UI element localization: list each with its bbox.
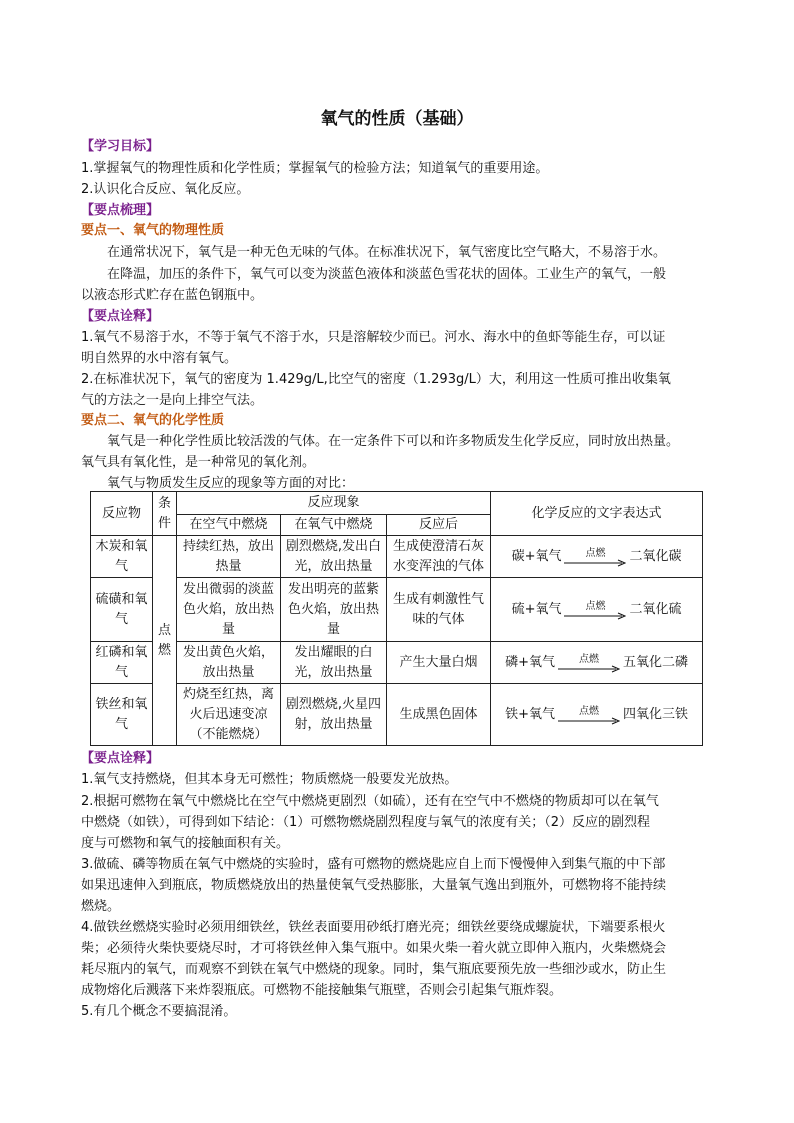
reaction-table <box>90 491 703 746</box>
in-air-cell: 发出黄色火焰，放出热量 <box>177 642 281 684</box>
note2-line: 3.做硫、磷等物质在氧气中燃烧的实验时，盛有可燃物的燃烧匙应自上而下慢慢伸入到集气瓶的中下部 <box>81 857 666 872</box>
in-air-cell: 持续红热，放出热量 <box>177 536 281 578</box>
equation-cell <box>491 642 703 684</box>
page-title: 氧气的性质（基础） <box>320 109 474 129</box>
note2-line: 中燃烧（如铁），可得到如下结论：（1）可燃物燃烧剧烈程度与氧气的浓度有关；（2）反应的剧烈程 <box>81 815 651 830</box>
header-in-air: 在空气中燃烧 <box>177 515 281 536</box>
equation-left: 碳+氧气 <box>511 548 562 564</box>
equation-cell <box>491 536 703 578</box>
in-air-cell: 灼烧至红热，离火后迅速变凉（不能燃烧） <box>177 684 281 746</box>
point1-paragraph-2b: 以液态形式贮存在蓝色钢瓶中。 <box>81 288 264 303</box>
equation-cell <box>491 578 703 642</box>
in-oxygen-cell: 剧烈燃烧,发出白光，放出热量 <box>281 536 387 578</box>
table-row <box>91 536 703 578</box>
note2-line: 柴；必须待火柴快要烧尽时，才可将铁丝伸入集气瓶中。如果火柴一着火就立即伸入瓶内，火柴燃烧会 <box>81 941 667 956</box>
point1-paragraph-2a: 在降温，加压的条件下，氧气可以变为淡蓝色液体和淡蓝色雪花状的固体。工业生产的氧气，一般 <box>107 267 667 282</box>
after-cell: 产生大量白烟 <box>387 642 491 684</box>
equation-right: 五氧化二磷 <box>622 654 688 670</box>
header-in-oxygen: 在氧气中燃烧 <box>281 515 387 536</box>
equation-condition: 点燃 <box>578 653 599 665</box>
goal-item-2: 2.认识化合反应、氧化反应。 <box>81 182 250 197</box>
header-after: 反应后 <box>387 515 491 536</box>
equation-right: 四氧化三铁 <box>622 706 688 722</box>
note2-line: 1.氧气支持燃烧，但其本身无可燃性；物质燃烧一般要发光放热。 <box>81 772 458 787</box>
equation-right: 二氧化碳 <box>629 548 682 564</box>
equation-left: 磷+氧气 <box>505 654 555 670</box>
equation-left: 铁+氧气 <box>505 706 555 722</box>
equation-cell <box>491 684 703 746</box>
note2-line: 耗尽瓶内的氧气，而观察不到铁在氧气中燃烧的现象。同时，集气瓶底要预先放一些细沙或水，防止生 <box>81 962 667 977</box>
reaction-arrow-icon <box>558 665 620 673</box>
condition-cell: 点 燃 <box>153 536 177 746</box>
after-cell: 生成黑色固体 <box>387 684 491 746</box>
table-row <box>91 684 703 746</box>
reactant-cell: 铁丝和氧气 <box>91 684 153 746</box>
header-reactant: 反应物 <box>91 492 153 536</box>
table-intro: 氧气与物质发生反应的现象等方面的对比： <box>107 476 355 491</box>
equation-left: 硫+氧气 <box>511 601 562 617</box>
equation-right: 二氧化硫 <box>629 601 682 617</box>
reaction-arrow-icon <box>564 559 626 567</box>
reactant-cell: 硫磺和氧气 <box>91 578 153 642</box>
note2-line: 燃烧。 <box>81 899 121 914</box>
goal-item-1: 1.掌握氧气的物理性质和化学性质；掌握氧气的检验方法；知道氧气的重要用途。 <box>81 161 549 176</box>
outline-tag: 【要点梳理】 <box>81 203 160 218</box>
point1-paragraph-1: 在通常状况下，氧气是一种无色无味的气体。在标准状况下，氧气密度比空气略大，不易溶于水。 <box>107 245 667 260</box>
reaction-arrow-icon <box>564 612 626 620</box>
equation-condition: 点燃 <box>585 600 606 612</box>
point1-note-2b: 气的方法之一是向上排空气法。 <box>81 393 264 408</box>
reactant-cell: 木炭和氧气 <box>91 536 153 578</box>
header-phenomena: 反应现象 <box>177 492 491 515</box>
header-equation: 化学反应的文字表达式 <box>491 492 703 536</box>
note2-line: 4.做铁丝燃烧实验时必须用细铁丝，铁丝表面要用砂纸打磨光亮；细铁丝要绕成螺旋状，下端要系根火 <box>81 920 666 935</box>
note2-line: 2.根据可燃物在氧气中燃烧比在空气中燃烧更剧烈（如硫），还有在空气中不燃烧的物质却可以在氧气 <box>81 794 659 809</box>
table-row <box>91 642 703 684</box>
after-cell: 生成有刺激性气味的气体 <box>387 578 491 642</box>
learning-goals-tag: 【学习目标】 <box>81 139 160 154</box>
in-oxygen-cell: 剧烈燃烧,火星四射，放出热量 <box>281 684 387 746</box>
in-air-cell: 发出微弱的淡蓝色火焰，放出热量 <box>177 578 281 642</box>
point2-heading: 要点二、氧气的化学性质 <box>81 413 225 428</box>
in-oxygen-cell: 发出明亮的蓝紫色火焰，放出热量 <box>281 578 387 642</box>
reactant-cell: 红磷和氧气 <box>91 642 153 684</box>
note2-line: 如果迅速伸入到瓶底，物质燃烧放出的热量使氧气受热膨胀，大量氧气逸出到瓶外，可燃物将不能持续 <box>81 878 667 893</box>
point1-note-tag: 【要点诠释】 <box>81 309 160 324</box>
header-condition: 条 件 <box>153 492 177 536</box>
table-row <box>91 578 703 642</box>
note2-line: 5.有几个概念不要搞混淆。 <box>81 1004 237 1019</box>
in-oxygen-cell: 发出耀眼的白光，放出热量 <box>281 642 387 684</box>
note2-line: 成物熔化后溅落下来炸裂瓶底。可燃物不能接触集气瓶壁，否则会引起集气瓶炸裂。 <box>81 983 563 998</box>
equation-condition: 点燃 <box>578 705 599 717</box>
point1-note-2a: 2.在标准状况下，氧气的密度为 1.429g/L,比空气的密度（1.293g/L）大，利用这一性质可推出收集氧 <box>81 372 671 387</box>
point1-note-1a: 1.氧气不易溶于水，不等于氧气不溶于水，只是溶解较少而已。河水、海水中的鱼虾等能生存，可以证 <box>81 330 666 345</box>
after-cell: 生成使澄清石灰水变浑浊的气体 <box>387 536 491 578</box>
equation-condition: 点燃 <box>585 547 606 559</box>
point1-note-1b: 明自然界的水中溶有氧气。 <box>81 351 238 366</box>
note2-line: 度与可燃物和氧气的接触面积有关。 <box>81 836 290 851</box>
point2-paragraph-1b: 氧气具有氧化性，是一种常见的氧化剂。 <box>81 455 316 470</box>
reaction-arrow-icon <box>558 717 620 725</box>
notes2-tag: 【要点诠释】 <box>81 751 160 766</box>
point2-paragraph-1a: 氧气是一种化学性质比较活泼的气体。在一定条件下可以和许多物质发生化学反应，同时放出热量。 <box>107 434 680 449</box>
point1-heading: 要点一、氧气的物理性质 <box>81 223 225 238</box>
